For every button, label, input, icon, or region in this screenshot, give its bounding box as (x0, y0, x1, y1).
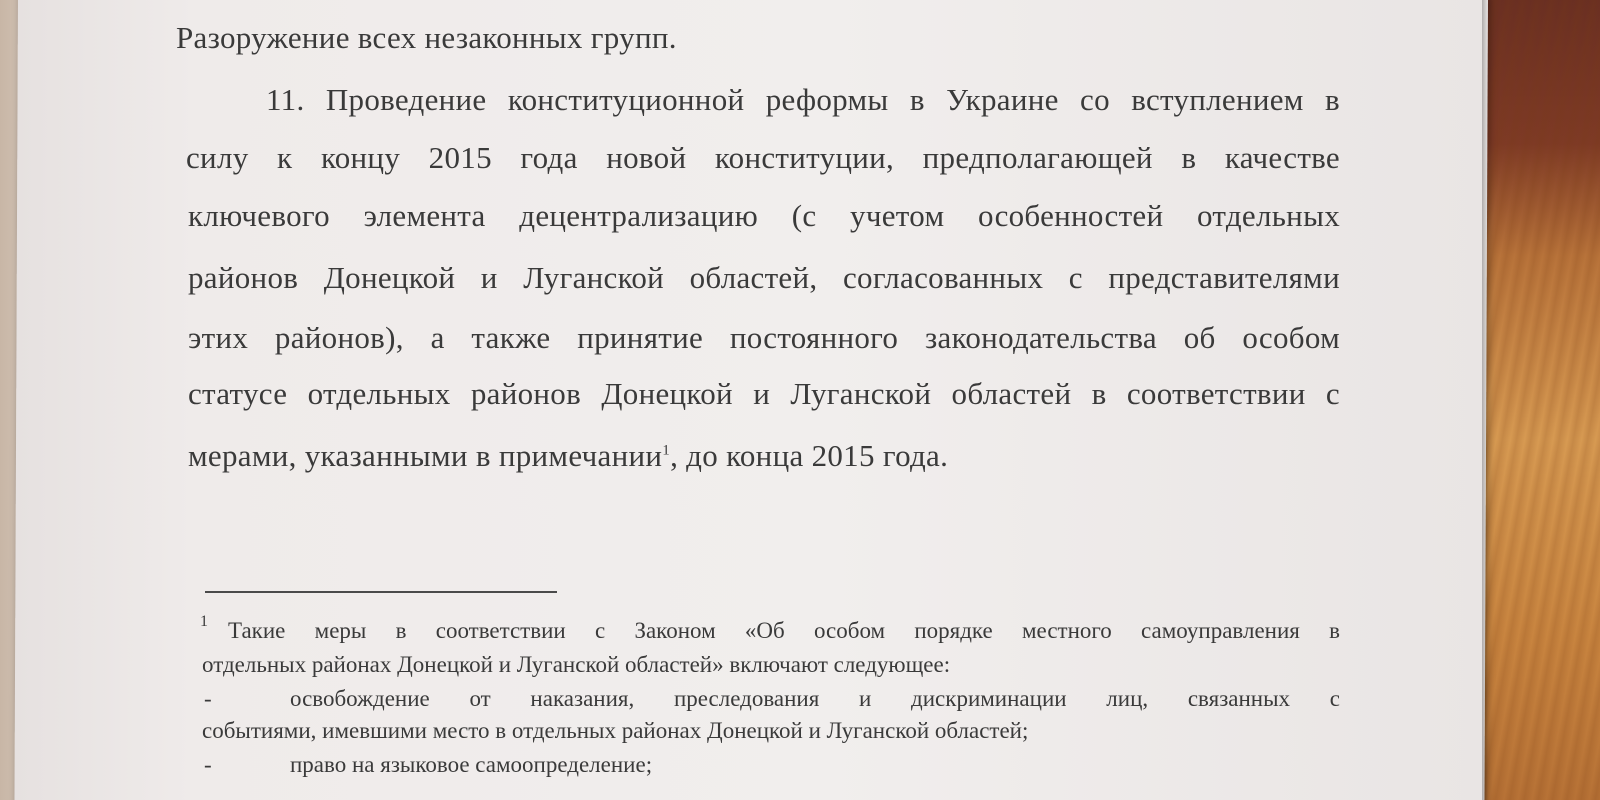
footnote-list-dash: - (204, 686, 212, 711)
footnote-separator (205, 591, 557, 593)
paragraph-11-line: районов Донецкой и Луганской областей, согласованных с представителями (188, 260, 1340, 295)
paragraph-11-last-line-end: , до конца 2015 года. (670, 438, 949, 473)
footnote-list-item-line: право на языковое самоопределение; (290, 752, 653, 777)
paragraph-11-line: этих районов), а также принятие постоянного законодательства об особом (188, 320, 1340, 355)
footnote-list-item-line: освобождение от наказания, преследования и дискриминации лиц, связанных с (290, 686, 1340, 711)
paragraph-11-line: 11. Проведение конституционной реформы в Украине со вступлением в (266, 82, 1340, 117)
paragraph-11-line: силу к концу 2015 года новой конституции, предполагающей в качестве (186, 140, 1340, 175)
paragraph-11-last-line (188, 436, 948, 476)
footnote-list-dash: - (204, 752, 212, 777)
paragraph-11-line: статусе отдельных районов Донецкой и Луганской областей в соответствии с (188, 376, 1340, 411)
footnote-line: отдельных районах Донецкой и Луганской областей» включают следующее: (202, 652, 951, 677)
paragraph-11-last-line-text: мерами, указанными в примечании (188, 438, 663, 473)
paragraph-11-line: ключевого элемента децентрализацию (с учетом особенностей отдельных (188, 198, 1340, 233)
footnote-number: 1 (200, 613, 208, 630)
footnote-list-item-line: событиями, имевшими место в отдельных районах Донецкой и Луганской областей; (202, 718, 1029, 743)
top-line: Разоружение всех незаконных групп. (176, 20, 677, 55)
footnote-reference-mark: 1 (662, 442, 671, 459)
footnote-line: Такие меры в соответствии с Законом «Об особом порядке местного самоуправления в (228, 618, 1340, 643)
